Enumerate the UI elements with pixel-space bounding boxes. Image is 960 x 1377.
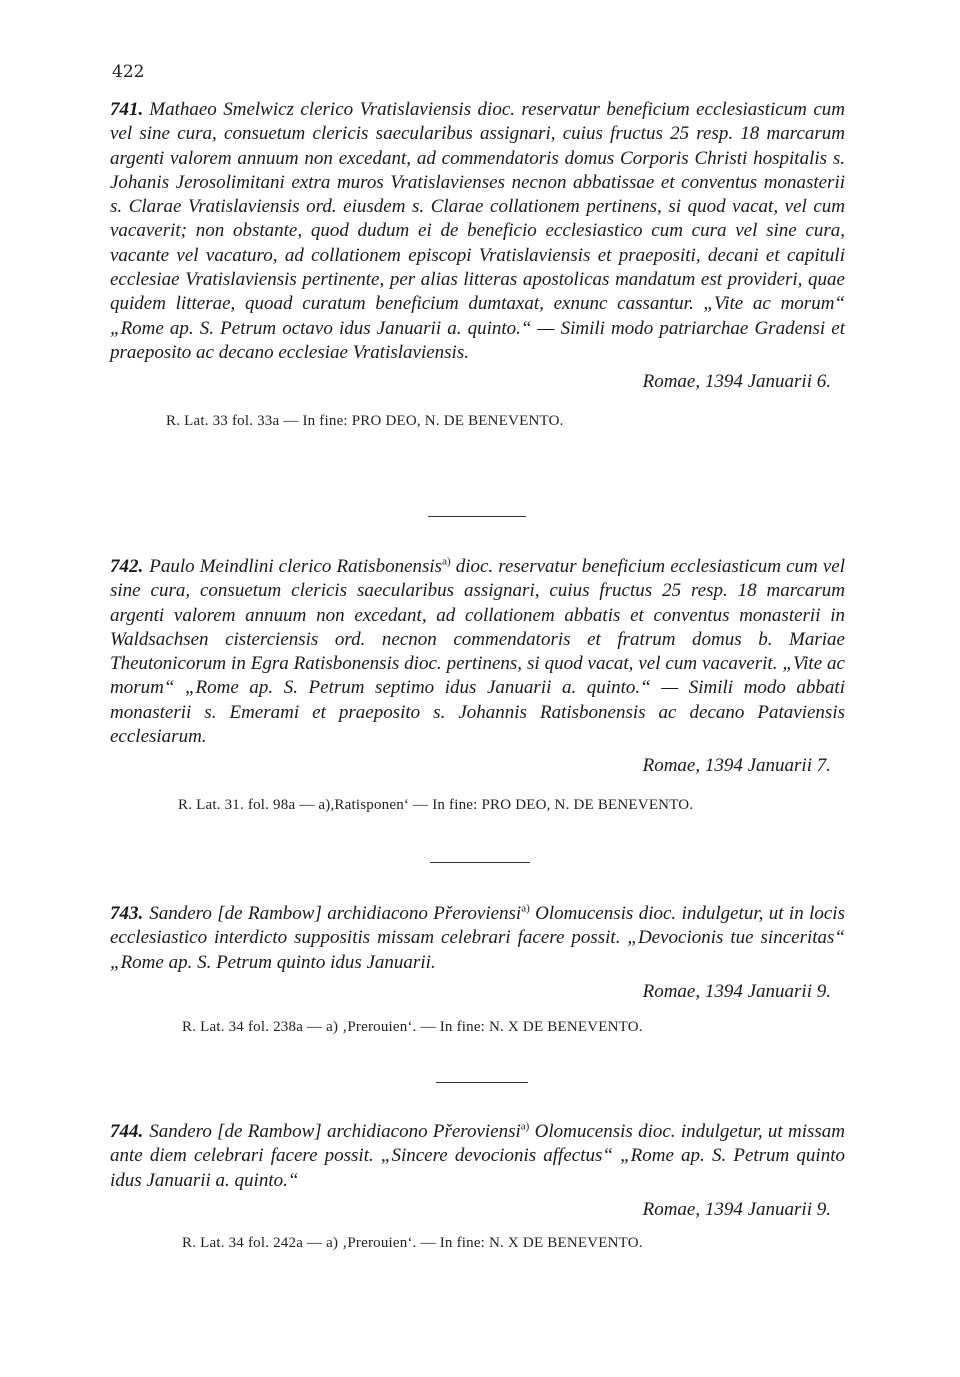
entry-743 [110, 902, 845, 1036]
entry-text: Mathaeo Smelwicz clerico Vratislaviensis dioc. reservatur beneficium ecclesiasticum cum vel sine cura, consuetum clericis saecularibus assignari, cuius fructus 25 resp. 18 marcarum argenti valorem annuum non excedant, ad commendatoris domus Corporis Christi hospitalis s. Johanis Jerosolimitani extra muros Vratislavienses necnon abbatissae et conventus monasterii s. Clarae Vratislaviensis ord. eiusdem s. Clarae collationem pertinens, si quod vacat, vel cum vacaverit; non obstante, quod dudum ei de beneficio ecclesiastico cum cura vel sine cura, vacante vel vacaturo, ad collationem episcopi Vratislaviensis et praepositi, decani et capituli ecclesiae Vratislaviensis pertinente, per alias litteras apostolicas mandatum est provideri, quae quidem litterae, quoad curatum beneficium dumtaxat, exnunc cassantur. „Vite ac morum“ „Rome ap. S. Petrum octavo idus Januarii a. quinto.“ — Simili modo patriarchae Gradensi et praeposito ac decano ecclesiae Vratislaviensis. [110, 99, 845, 363]
separator-rule [430, 862, 530, 863]
entry-text: Sandero [de Rambow] archidiacono Přeroviensi [149, 1121, 521, 1142]
entry-text-continued: Olomucensis dioc. indulgetur, ut missam ante diem celebrari facere possit. „Sincere devocionis affectus“ „Rome ap. S. Petrum quinto idus Januarii a. quinto.“ [110, 1121, 845, 1191]
footnote-marker: a) [520, 1120, 530, 1133]
entry-number: 743. [110, 903, 144, 924]
entry-date: Romae, 1394 Januarii 9. [642, 980, 831, 1002]
separator-rule [428, 516, 526, 517]
page-number: 422 [112, 62, 145, 82]
entry-text: Sandero [de Rambow] archidiacono Přeroviensi [149, 903, 522, 924]
entry-date: Romae, 1394 Januarii 9. [642, 1198, 831, 1220]
entry-date: Romae, 1394 Januarii 7. [642, 755, 831, 777]
entry-date: Romae, 1394 Januarii 6. [642, 371, 831, 393]
entry-number: 744. [110, 1121, 144, 1142]
separator-rule [436, 1082, 528, 1083]
footnote-marker: a) [521, 902, 530, 915]
entry-text-continued: dioc. reservatur beneficium ecclesiasticum cum vel sine cura, consuetum clericis saecularibus assignari, cuius fructus 25 resp. 18 marcarum argenti valorem annuum non excedant, ad collationem abbatis et conventus monasterii in Waldsachsen cisterciensis ord. necnon commendatoris et fratrum domus b. Mariae Theutonicorum in Egra Ratisbonensis dioc. pertinens, si quod vacat, vel cum vacaverit. „Vite ac morum“ „Rome ap. S. Petrum septimo idus Januarii a. quinto.“ — Simili modo abbati monasterii s. Emerami et praeposito s. Johannis Ratisbonensis ac decano Pataviensis ecclesiarum. [110, 556, 845, 748]
register-reference: R. Lat. 33 fol. 33a — In fine: PRO DEO, N. DE BENEVENTO. [166, 413, 564, 430]
entry-number: 741. [110, 99, 144, 120]
entry-741 [110, 98, 845, 430]
register-reference: R. Lat. 34 fol. 238a — a) ‚Prerouien‘. — In fine: N. X DE BENEVENTO. [182, 1018, 643, 1035]
entry-742 [110, 555, 845, 814]
footnote-marker: a) [442, 555, 451, 568]
entry-744 [110, 1120, 845, 1252]
entry-body [110, 555, 845, 749]
register-reference: R. Lat. 31. fol. 98a — a),Ratisponen‘ — In fine: PRO DEO, N. DE BENEVENTO. [178, 797, 694, 814]
entry-body [110, 98, 845, 365]
entry-text: Paulo Meindlini clerico Ratisbonensis [149, 556, 443, 577]
entry-number: 742. [110, 556, 144, 577]
entry-body [110, 1120, 845, 1193]
register-reference: R. Lat. 34 fol. 242a — a) ‚Prerouien‘. — In fine: N. X DE BENEVENTO. [182, 1234, 643, 1251]
entry-text-continued: Olomucensis dioc. indulgetur, ut in locis ecclesiastico interdicto suppositis missam celebrari facere possit. „Devocionis tue sinceritas“ „Rome ap. S. Petrum quinto idus Januarii. [110, 903, 845, 973]
entry-body [110, 902, 845, 975]
